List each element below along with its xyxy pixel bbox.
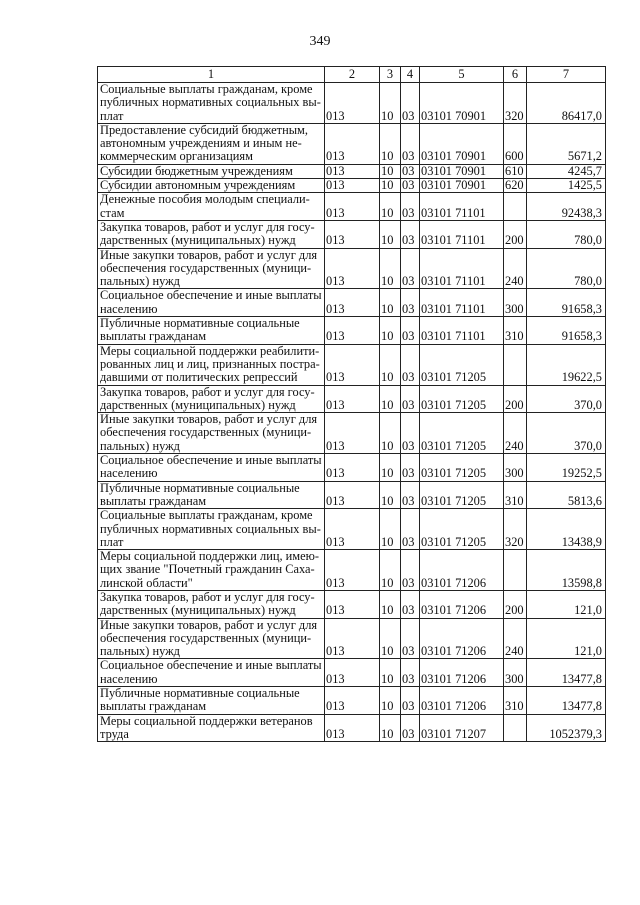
section-code: 10 <box>380 454 401 482</box>
amount: 13438,9 <box>527 509 606 550</box>
header-cell: 1 <box>98 67 325 83</box>
article-code: 03101 70901 <box>420 83 504 124</box>
row-name: Публичные нормативные социальные выплаты гражданам <box>98 317 325 345</box>
subsection-code: 03 <box>401 550 420 591</box>
row-name: Социальное обеспечение и иные выплаты населению <box>98 289 325 317</box>
article-code: 03101 71205 <box>420 509 504 550</box>
table-row <box>98 385 606 413</box>
expense-type-code: 240 <box>504 248 527 289</box>
expense-type-code: 600 <box>504 123 527 164</box>
ministry-code: 013 <box>325 659 380 687</box>
amount: 370,0 <box>527 385 606 413</box>
header-row <box>98 67 606 83</box>
table-row <box>98 179 606 193</box>
expense-type-code: 320 <box>504 509 527 550</box>
section-code: 10 <box>380 317 401 345</box>
ministry-code: 013 <box>325 618 380 659</box>
subsection-code: 03 <box>401 413 420 454</box>
amount: 780,0 <box>527 248 606 289</box>
section-code: 10 <box>380 83 401 124</box>
ministry-code: 013 <box>325 193 380 221</box>
ministry-code: 013 <box>325 509 380 550</box>
expense-type-code <box>504 550 527 591</box>
header-cell: 7 <box>527 67 606 83</box>
amount: 5813,6 <box>527 481 606 509</box>
subsection-code: 03 <box>401 590 420 618</box>
section-code: 10 <box>380 687 401 715</box>
row-name: Меры социальной поддержки ветеранов труда <box>98 714 325 742</box>
amount: 780,0 <box>527 220 606 248</box>
ministry-code: 013 <box>325 413 380 454</box>
article-code: 03101 70901 <box>420 179 504 193</box>
ministry-code: 013 <box>325 248 380 289</box>
table-row <box>98 714 606 742</box>
table-row <box>98 83 606 124</box>
article-code: 03101 71206 <box>420 618 504 659</box>
budget-table <box>97 66 606 742</box>
row-name: Иные закупки товаров, работ и услуг для обеспечения государственных (муници- пальных) нужд <box>98 248 325 289</box>
row-name: Закупка товаров, работ и услуг для госу- дарственных (муниципальных) нужд <box>98 220 325 248</box>
expense-type-code: 310 <box>504 687 527 715</box>
ministry-code: 013 <box>325 220 380 248</box>
expense-type-code: 310 <box>504 317 527 345</box>
section-code: 10 <box>380 659 401 687</box>
subsection-code: 03 <box>401 659 420 687</box>
article-code: 03101 71206 <box>420 590 504 618</box>
amount: 121,0 <box>527 618 606 659</box>
table-row <box>98 659 606 687</box>
ministry-code: 013 <box>325 83 380 124</box>
subsection-code: 03 <box>401 687 420 715</box>
table-row <box>98 317 606 345</box>
expense-type-code: 310 <box>504 481 527 509</box>
article-code: 03101 71207 <box>420 714 504 742</box>
article-code: 03101 71205 <box>420 454 504 482</box>
table-row <box>98 289 606 317</box>
subsection-code: 03 <box>401 220 420 248</box>
ministry-code: 013 <box>325 481 380 509</box>
subsection-code: 03 <box>401 481 420 509</box>
article-code: 03101 71206 <box>420 659 504 687</box>
subsection-code: 03 <box>401 509 420 550</box>
article-code: 03101 70901 <box>420 123 504 164</box>
table-row <box>98 481 606 509</box>
ministry-code: 013 <box>325 385 380 413</box>
amount: 86417,0 <box>527 83 606 124</box>
ministry-code: 013 <box>325 454 380 482</box>
ministry-code: 013 <box>325 123 380 164</box>
expense-type-code: 620 <box>504 179 527 193</box>
section-code: 10 <box>380 385 401 413</box>
subsection-code: 03 <box>401 714 420 742</box>
amount: 19252,5 <box>527 454 606 482</box>
expense-type-code <box>504 344 527 385</box>
row-name: Меры социальной поддержки реабилити- рованных лиц и лиц, признанных постра- давшими от политических репрессий <box>98 344 325 385</box>
ministry-code: 013 <box>325 687 380 715</box>
article-code: 03101 71205 <box>420 481 504 509</box>
article-code: 03101 71101 <box>420 193 504 221</box>
row-name: Публичные нормативные социальные выплаты гражданам <box>98 687 325 715</box>
ministry-code: 013 <box>325 164 380 178</box>
table-row <box>98 344 606 385</box>
header-cell: 2 <box>325 67 380 83</box>
table-row <box>98 687 606 715</box>
amount: 91658,3 <box>527 317 606 345</box>
row-name: Субсидии автономным учреждениям <box>98 179 325 193</box>
table-row <box>98 248 606 289</box>
expense-type-code: 200 <box>504 385 527 413</box>
subsection-code: 03 <box>401 248 420 289</box>
amount: 13477,8 <box>527 659 606 687</box>
section-code: 10 <box>380 550 401 591</box>
article-code: 03101 71101 <box>420 248 504 289</box>
table-row <box>98 590 606 618</box>
row-name: Закупка товаров, работ и услуг для госу- дарственных (муниципальных) нужд <box>98 590 325 618</box>
subsection-code: 03 <box>401 385 420 413</box>
section-code: 10 <box>380 123 401 164</box>
row-name: Меры социальной поддержки лиц, имею- щих звание "Почетный гражданин Саха- линской области" <box>98 550 325 591</box>
expense-type-code: 300 <box>504 454 527 482</box>
row-name: Закупка товаров, работ и услуг для госу- дарственных (муниципальных) нужд <box>98 385 325 413</box>
row-name: Социальные выплаты гражданам, кроме публичных нормативных социальных вы- плат <box>98 83 325 124</box>
section-code: 10 <box>380 220 401 248</box>
section-code: 10 <box>380 193 401 221</box>
subsection-code: 03 <box>401 164 420 178</box>
article-code: 03101 71101 <box>420 220 504 248</box>
section-code: 10 <box>380 164 401 178</box>
amount: 1052379,3 <box>527 714 606 742</box>
header-cell: 4 <box>401 67 420 83</box>
article-code: 03101 71205 <box>420 385 504 413</box>
section-code: 10 <box>380 481 401 509</box>
row-name: Социальное обеспечение и иные выплаты населению <box>98 454 325 482</box>
row-name: Социальные выплаты гражданам, кроме публичных нормативных социальных вы- плат <box>98 509 325 550</box>
article-code: 03101 71101 <box>420 317 504 345</box>
subsection-code: 03 <box>401 179 420 193</box>
expense-type-code <box>504 193 527 221</box>
subsection-code: 03 <box>401 289 420 317</box>
article-code: 03101 70901 <box>420 164 504 178</box>
ministry-code: 013 <box>325 317 380 345</box>
table-row <box>98 509 606 550</box>
ministry-code: 013 <box>325 590 380 618</box>
table-row <box>98 220 606 248</box>
row-name: Социальное обеспечение и иные выплаты населению <box>98 659 325 687</box>
subsection-code: 03 <box>401 344 420 385</box>
expense-type-code: 200 <box>504 220 527 248</box>
expense-type-code <box>504 714 527 742</box>
table-row <box>98 550 606 591</box>
section-code: 10 <box>380 289 401 317</box>
expense-type-code: 240 <box>504 618 527 659</box>
amount: 4245,7 <box>527 164 606 178</box>
article-code: 03101 71101 <box>420 289 504 317</box>
expense-type-code: 300 <box>504 659 527 687</box>
table-row <box>98 193 606 221</box>
article-code: 03101 71205 <box>420 413 504 454</box>
section-code: 10 <box>380 413 401 454</box>
article-code: 03101 71205 <box>420 344 504 385</box>
subsection-code: 03 <box>401 454 420 482</box>
ministry-code: 013 <box>325 179 380 193</box>
article-code: 03101 71206 <box>420 687 504 715</box>
table-row <box>98 164 606 178</box>
amount: 1425,5 <box>527 179 606 193</box>
header-cell: 6 <box>504 67 527 83</box>
amount: 13477,8 <box>527 687 606 715</box>
table-row <box>98 454 606 482</box>
article-code: 03101 71206 <box>420 550 504 591</box>
section-code: 10 <box>380 179 401 193</box>
table-row <box>98 123 606 164</box>
expense-type-code: 320 <box>504 83 527 124</box>
table-row <box>98 618 606 659</box>
ministry-code: 013 <box>325 344 380 385</box>
header-cell: 5 <box>420 67 504 83</box>
amount: 19622,5 <box>527 344 606 385</box>
row-name: Иные закупки товаров, работ и услуг для обеспечения государственных (муници- пальных) нужд <box>98 618 325 659</box>
row-name: Иные закупки товаров, работ и услуг для обеспечения государственных (муници- пальных) нужд <box>98 413 325 454</box>
subsection-code: 03 <box>401 317 420 345</box>
amount: 370,0 <box>527 413 606 454</box>
subsection-code: 03 <box>401 618 420 659</box>
subsection-code: 03 <box>401 83 420 124</box>
section-code: 10 <box>380 248 401 289</box>
ministry-code: 013 <box>325 714 380 742</box>
amount: 121,0 <box>527 590 606 618</box>
expense-type-code: 200 <box>504 590 527 618</box>
section-code: 10 <box>380 509 401 550</box>
ministry-code: 013 <box>325 289 380 317</box>
section-code: 10 <box>380 590 401 618</box>
expense-type-code: 300 <box>504 289 527 317</box>
subsection-code: 03 <box>401 123 420 164</box>
amount: 92438,3 <box>527 193 606 221</box>
subsection-code: 03 <box>401 193 420 221</box>
section-code: 10 <box>380 344 401 385</box>
amount: 5671,2 <box>527 123 606 164</box>
table-row <box>98 413 606 454</box>
section-code: 10 <box>380 618 401 659</box>
page-number: 349 <box>309 34 331 49</box>
row-name: Денежные пособия молодым специали- стам <box>98 193 325 221</box>
row-name: Предоставление субсидий бюджетным, автономным учреждениям и иным не- коммерческим организациям <box>98 123 325 164</box>
amount: 13598,8 <box>527 550 606 591</box>
section-code: 10 <box>380 714 401 742</box>
amount: 91658,3 <box>527 289 606 317</box>
row-name: Субсидии бюджетным учреждениям <box>98 164 325 178</box>
expense-type-code: 610 <box>504 164 527 178</box>
ministry-code: 013 <box>325 550 380 591</box>
row-name: Публичные нормативные социальные выплаты гражданам <box>98 481 325 509</box>
header-cell: 3 <box>380 67 401 83</box>
expense-type-code: 240 <box>504 413 527 454</box>
